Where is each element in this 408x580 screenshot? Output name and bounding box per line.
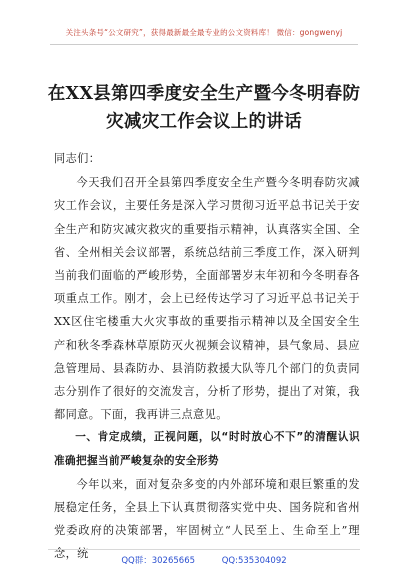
greeting: 同志们： <box>54 152 101 165</box>
footer-divider <box>48 549 360 550</box>
header-promo-note: 关注头条号“公文研究”，获得最新最全最专业的公文资料库！ 微信：gongwenyj <box>65 28 343 37</box>
paragraph-1: 今天我们召开全县第四季度安全生产暨今冬明春防灾减灾工作会议，主要任务是深入学习贯彻习近平总书记关于安全生产和防灾减灾救灾的重要指示精神，认真落实全国、全省、全州相关会议部署，系统总结前三季度工作，深入研判当前我们面临的严峻形势，全面部署岁末年初和今冬明春各项重点工作。刚才，会上已经传达学习了习近平总书记关于XX区住宅楼重大火灾事故的重要指示精神以及全国安全生产和秋冬季森林草原防灭火视频会议精神，县气象局、县应急管理局、县森防办、县消防救援大队等几个部门的负责同志分别作了很好的交流发言，分析了形势，提出了对策，我都同意。下面，我再讲三点意见。 <box>54 176 360 422</box>
document-body <box>54 147 360 566</box>
header-divider <box>50 44 358 45</box>
footer <box>0 554 408 566</box>
section-heading-1: 一、肯定成绩，正视问题，以“时时放心不下”的清醒认识准确把握当前严峻复杂的安全形势 <box>54 431 360 467</box>
document-title <box>40 80 368 136</box>
title-line-1: 在XX县第四季度安全生产暨今冬明春防 <box>47 84 361 104</box>
footer-qq: QQ:535304092 <box>221 556 287 566</box>
paragraph-2: 今年以来，面对复杂多变的内外部环境和艰巨繁重的发展稳定任务，全县上下认真贯彻落实党中央、国务院和省州党委政府的决策部署，牢固树立“人民至上、生命至上”理念，统 <box>54 477 360 561</box>
footer-qq-group: QQ群：30265665 <box>121 556 196 566</box>
title-line-2: 灾减灾工作会议上的讲话 <box>106 112 302 132</box>
